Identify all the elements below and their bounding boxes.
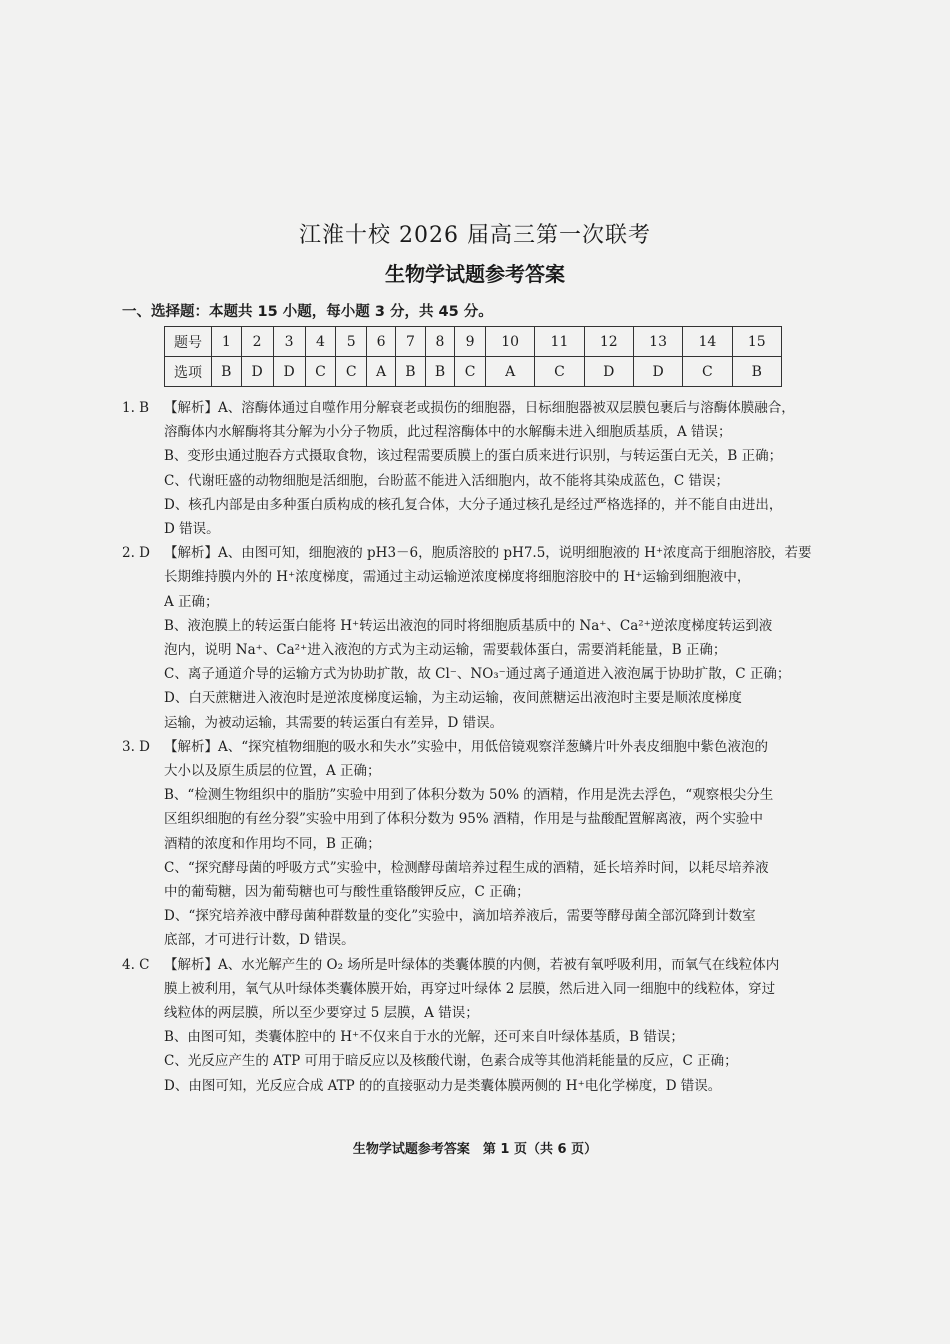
text-line: D、由图可知，光反应合成 ATP 的的直接驱动力是类囊体膜两侧的 H⁺电化学梯度，D 错误。	[164, 1077, 722, 1094]
table-cell-answer: A	[367, 357, 396, 387]
explanation-item-4	[122, 953, 832, 1098]
table-cell-answer: B	[212, 357, 242, 387]
text-line: D、核孔内部是由多种蛋白质构成的核孔复合体，大分子通过核孔是经过严格选择的，并不能自由进出，	[164, 496, 783, 513]
table-cell-number: 7	[396, 327, 426, 357]
table-cell-number: 2	[241, 327, 273, 357]
answer-key-subtitle: 生物学试题参考答案	[385, 262, 565, 286]
text-line: 【解析】A、由图可知，细胞液的 pH3－6，胞质溶胶的 pH7.5，说明细胞液的 H⁺浓度高于细胞溶胶，若要	[164, 545, 812, 562]
answer-row	[165, 357, 782, 387]
text-line: C、“探究酵母菌的呼吸方式”实验中，检测酵母菌培养过程生成的酒精，延长培养时间，以耗尽培养液	[164, 859, 769, 876]
table-cell-number: 9	[455, 327, 486, 357]
text-line: 区组织细胞的有丝分裂”实验中用到了体积分数为 95% 酒精，作用是与盐酸配置解离液，两个实验中	[164, 811, 763, 828]
page-footer: 生物学试题参考答案 第 1 页（共 6 页）	[352, 1142, 598, 1157]
text-line: D、“探究培养液中酵母菌种群数量的变化”实验中，滴加培养液后，需要等酵母菌全部沉降到计数室	[164, 908, 756, 925]
text-line: D 错误。	[164, 521, 220, 538]
item-number: 2. D	[122, 545, 150, 562]
question-number-row	[165, 327, 782, 357]
text-line: B、变形虫通过胞吞方式摄取食物，该过程需要质膜上的蛋白质来进行识别，与转运蛋白无关，B 正确；	[164, 448, 783, 465]
table-cell-answer: B	[396, 357, 426, 387]
text-line: 【解析】A、“探究植物细胞的吸水和失水”实验中，用低倍镜观察洋葱鳞片叶外表皮细胞中紫色液泡的	[164, 738, 769, 755]
table-cell-number: 11	[535, 327, 584, 357]
text-line: 溶酶体内水解酶将其分解为小分子物质，此过程溶酶体中的水解酶未进入细胞质基质，A 错误；	[164, 424, 732, 441]
table-cell-answer: C	[305, 357, 336, 387]
text-line: 线粒体的两层膜，所以至少要穿过 5 层膜，A 错误；	[164, 1005, 479, 1022]
table-cell-number: 13	[633, 327, 682, 357]
text-line: C、离子通道介导的运输方式为协助扩散，故 Cl⁻、NO₃⁻通过离子通道进入液泡属于协助扩散，C 正确；	[164, 666, 791, 683]
table-cell-answer: D	[241, 357, 273, 387]
table-cell-answer: C	[683, 357, 732, 387]
exam-title: 江淮十校 2026 届高三第一次联考	[299, 223, 651, 248]
table-cell-number: 15	[732, 327, 781, 357]
table-cell-number: 1	[212, 327, 242, 357]
text-line: 中的葡萄糖，因为葡萄糖也可与酸性重铬酸钾反应，C 正确；	[164, 884, 530, 901]
text-line: 运输，为被动运输，其需要的转运蛋白有差异，D 错误。	[164, 714, 504, 731]
table-cell-number: 6	[367, 327, 396, 357]
item-body	[164, 541, 832, 735]
table-cell-number: 3	[273, 327, 305, 357]
item-number: 3. D	[122, 738, 150, 755]
explanation-item-1	[122, 396, 832, 541]
table-cell-answer: D	[273, 357, 305, 387]
text-line: 【解析】A、水光解产生的 O₂ 场所是叶绿体的类囊体膜的内侧，若被有氧呼吸利用，而氧气在线粒体内	[164, 956, 780, 973]
item-body	[164, 396, 832, 541]
text-line: 长期维持膜内外的 H⁺浓度梯度，需通过主动运输逆浓度梯度将细胞溶胶中的 H⁺运输到细胞液中，	[164, 569, 751, 586]
text-line: 大小以及原生质层的位置，A 正确；	[164, 763, 381, 780]
table-cell-answer: C	[336, 357, 367, 387]
table-cell-number: 12	[584, 327, 633, 357]
text-line: D、白天蔗糖进入液泡时是逆浓度梯度运输，为主动运输，夜间蔗糖运出液泡时主要是顺浓度梯度	[164, 690, 742, 707]
item-body	[164, 735, 832, 953]
explanation-list	[122, 396, 832, 1098]
table-cell-number: 8	[425, 327, 455, 357]
text-line: A 正确；	[164, 593, 219, 610]
text-line: B、由图可知，类囊体腔中的 H⁺不仅来自于水的光解，还可来自叶绿体基质，B 错误；	[164, 1029, 684, 1046]
text-line: 酒精的浓度和作用均不同，B 正确；	[164, 835, 381, 852]
table-cell-number: 14	[683, 327, 732, 357]
answer-table	[164, 326, 782, 387]
text-line: 【解析】A、溶酶体通过自噬作用分解衰老或损伤的细胞器，日标细胞器被双层膜包裹后与溶酶体膜融合，	[164, 400, 795, 416]
explanation-item-3	[122, 735, 832, 953]
item-body	[164, 953, 832, 1098]
text-line: 底部，才可进行计数，D 错误。	[164, 932, 355, 949]
item-number: 4. C	[122, 956, 150, 973]
table-cell-number: 5	[336, 327, 367, 357]
row-label-number: 题号	[165, 327, 212, 357]
table-cell-answer: D	[633, 357, 682, 387]
text-line: C、代谢旺盛的动物细胞是活细胞，台盼蓝不能进入活细胞内，故不能将其染成蓝色，C 错误；	[164, 472, 729, 489]
text-line: 膜上被利用，氧气从叶绿体类囊体膜开始，再穿过叶绿体 2 层膜，然后进入同一细胞中的线粒体，穿过	[164, 980, 776, 997]
table-cell-answer: B	[425, 357, 455, 387]
text-line: C、光反应产生的 ATP 可用于暗反应以及核酸代谢，色素合成等其他消耗能量的反应，C 正确；	[164, 1053, 738, 1070]
table-cell-answer: B	[732, 357, 781, 387]
text-line: B、“检测生物组织中的脂肪”实验中用到了体积分数为 50% 的酒精，作用是洗去浮色，“观察根尖分生	[164, 787, 774, 804]
explanation-item-2	[122, 541, 832, 735]
table-cell-number: 10	[485, 327, 534, 357]
table-cell-number: 4	[305, 327, 336, 357]
text-line: 泡内，说明 Na⁺、Ca²⁺进入液泡的方式为主动运输，需要载体蛋白，需要消耗能量，B 正确；	[164, 642, 727, 659]
row-label-answer: 选项	[165, 357, 212, 387]
table-cell-answer: C	[535, 357, 584, 387]
text-line: B、液泡膜上的转运蛋白能将 H⁺转运出液泡的同时将细胞质基质中的 Na⁺、Ca²⁺逆浓度梯度转运到液	[164, 617, 773, 634]
table-cell-answer: C	[455, 357, 486, 387]
item-number: 1. B	[122, 400, 150, 416]
table-cell-answer: A	[485, 357, 534, 387]
section-heading: 一、选择题：本题共 15 小题，每小题 3 分，共 45 分。	[122, 304, 493, 320]
table-cell-answer: D	[584, 357, 633, 387]
